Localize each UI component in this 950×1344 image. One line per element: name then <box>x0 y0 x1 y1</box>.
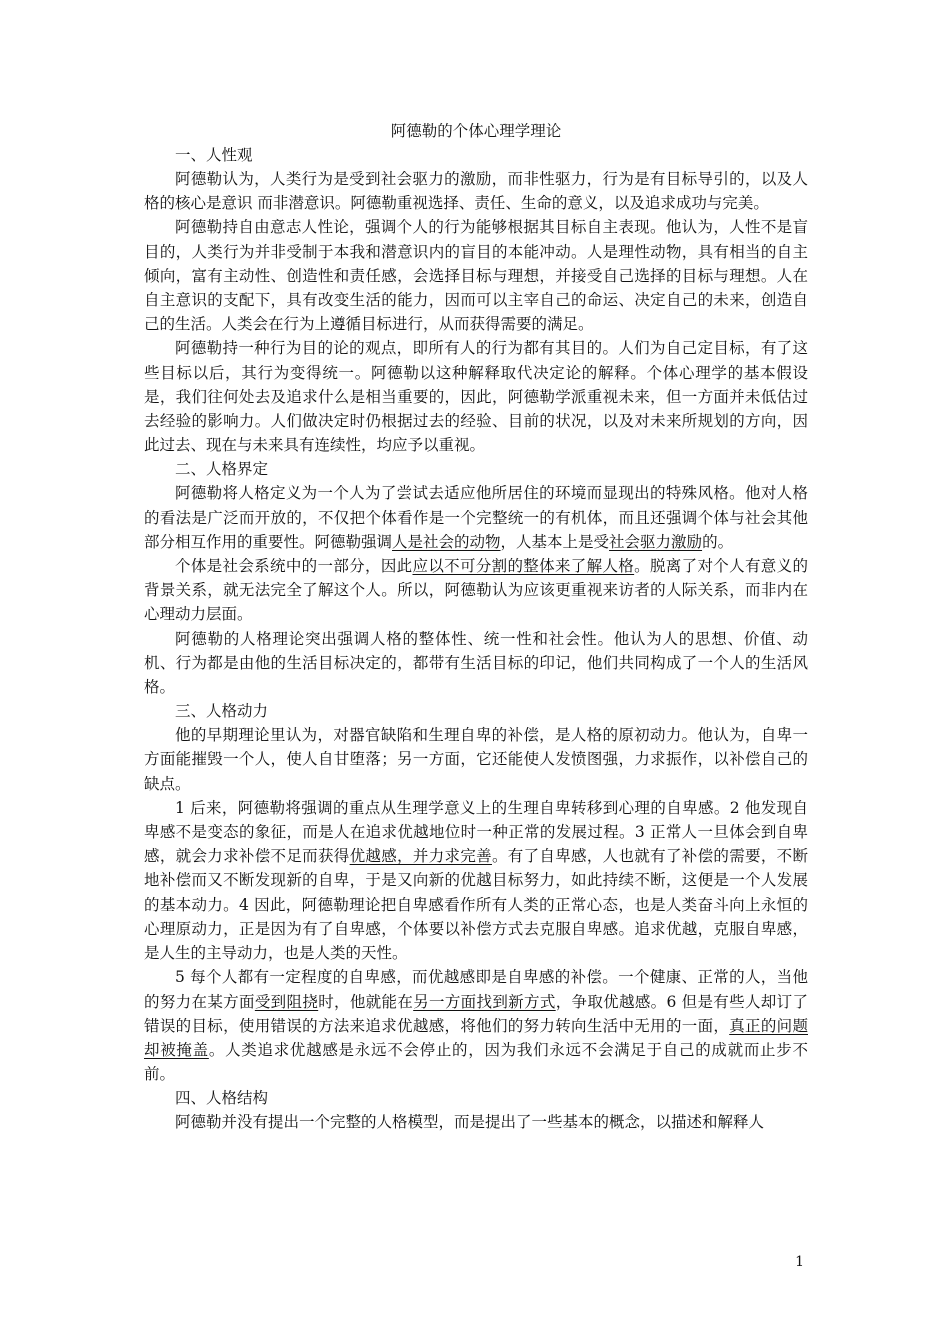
text-run: 的。 <box>702 532 734 551</box>
text-run: ，争取优越感。6 但是有些人却订了错误的目标，使用错误的方法来追求优越感，将他们的努力转向生活中无用的一面， <box>144 992 808 1035</box>
text-run: 时，他就能在 <box>318 992 414 1011</box>
underlined-phrase: 真正的问题却被掩盖 <box>144 1016 808 1059</box>
text-run: 个体是社会系统中的一部分，因此 <box>175 557 413 576</box>
underlined-phrase: 另一方面找到新方式 <box>413 992 556 1011</box>
paragraph: 他的早期理论里认为，对器官缺陷和生理自卑的补偿，是人格的原初动力。他认为，自卑一方面能摧毁一个人，使人自甘堕落；另一方面，它还能使人发愤图强，力求振作，以补偿自己的缺点。 <box>144 726 808 793</box>
document-body <box>144 119 808 1135</box>
paragraph: 阿德勒持自由意志人性论，强调个人的行为能够根据其目标自主表现。他认为，人性不是盲目的，人类行为并非受制于本我和潜意识内的盲目的本能冲动。人是理性动物，具有相当的自主倾向，富有主动性、创造性和责任感，会选择目标与理想，并接受自己选择的目标与理想。人在自主意识的支配下，具有改变生活的能力，因而可以主宰自己的命运、决定自己的未来，创造自己的生活。人类会在行为上遵循目标进行，从而获得需要的满足。 <box>144 218 808 334</box>
underlined-phrase: 人是社会的动物 <box>392 532 501 551</box>
underlined-phrase: 应以不可分割的整体来了解人格 <box>412 557 635 576</box>
section-heading-2: 二、人格界定 <box>175 460 269 479</box>
page-number: 1 <box>795 1254 804 1270</box>
text-run: 5 每个人都有一定程度的自卑感，而优越感即是自卑感的补偿。一个健康、正常的人，当他的努力在某方面 <box>144 968 808 1011</box>
section-heading-1: 一、人性观 <box>175 146 253 164</box>
paragraph <box>144 796 808 965</box>
page-title: 阿德勒的个体心理学理论 <box>390 122 562 140</box>
section-heading-4: 四、人格结构 <box>175 1089 269 1108</box>
paragraph: 阿德勒的人格理论突出强调人格的整体性、统一性和社会性。他认为人的思想、价值、动机、行为都是由他的生活目标决定的，都带有生活目标的印记，他们共同构成了一个人的生活风格。 <box>144 629 808 697</box>
text-run: 阿德勒将人格定义为一个人为了尝试去适应他所居住的环境而显现出的特殊风格。他对人格的看法是广泛而开放的，不仅把个体看作是一个完整统一的有机体，而且还强调个体与社会其他部分相互作用的重要性。阿德勒强调 <box>144 484 808 551</box>
text-run: 。脱离了对个人有意义的背景关系，就无法完全了解这个人。所以，阿德勒认为应该更重视来访者的人际关系，而非内在心理动力层面。 <box>144 557 808 624</box>
text-run: ，人基本上是受 <box>500 532 610 551</box>
paragraph <box>144 965 808 1086</box>
paragraph: 阿德勒认为，人类行为是受到社会驱力的激励，而非性驱力，行为是有目标导引的，以及人格的核心是意识 而非潜意识。阿德勒重视选择、责任、生命的意义，以及追求成功与完美。 <box>144 170 808 213</box>
text-run: 1 后来，阿德勒将强调的重点从生理学意义上的生理自卑转移到心理的自卑感。2 他发现自卑感不是变态的象征，而是人在追求优越地位时一种正常的发展过程。3 正常人一旦体会到自卑感，就会力求补偿不足而获得 <box>144 798 808 866</box>
underlined-phrase: 优越感，并力求完善 <box>349 847 492 866</box>
underlined-phrase: 社会驱力激励 <box>609 532 703 551</box>
underlined-phrase: 受到阻挠 <box>254 992 319 1011</box>
paragraph <box>144 554 808 627</box>
paragraph: 阿德勒并没有提出一个完整的人格模型，而是提出了一些基本的概念，以描述和解释人 <box>175 1113 765 1132</box>
paragraph: 阿德勒持一种行为目的论的观点，即所有人的行为都有其目的。人们为自己定目标，有了这些目标以后，其行为变得统一。阿德勒以这种解释取代决定论的解释。个体心理学的基本假设是，我们往何处去及追求什么是相当重要的，因此，阿德勒学派重视未来，但一方面并未低估过去经验的影响力。人们做决定时仍根据过去的经验、目前的状况，以及对未来所规划的方向，因此过去、现在与未来具有连续性，均应予以重视。 <box>144 339 808 455</box>
text-run: 。有了自卑感，人也就有了补偿的需要，不断地补偿而又不断发现新的自卑，于是又向新的优越目标努力，如此持续不断，这便是一个人发展的基本动力。4 因此，阿德勒理论把自卑感看作所有人类的正常心态，也是人类奋斗向上永恒的心理原动力，正是因为有了自卑感，个体要以补偿方式去克服自卑感。追求优越，克服自卑感，是人生的主导动力，也是人类的天性。 <box>144 847 808 963</box>
paragraph <box>144 481 808 554</box>
section-heading-3: 三、人格动力 <box>175 702 269 721</box>
text-run: 。人类追求优越感是永远不会停止的，因为我们永远不会满足于自己的成就而止步不前。 <box>144 1040 808 1084</box>
